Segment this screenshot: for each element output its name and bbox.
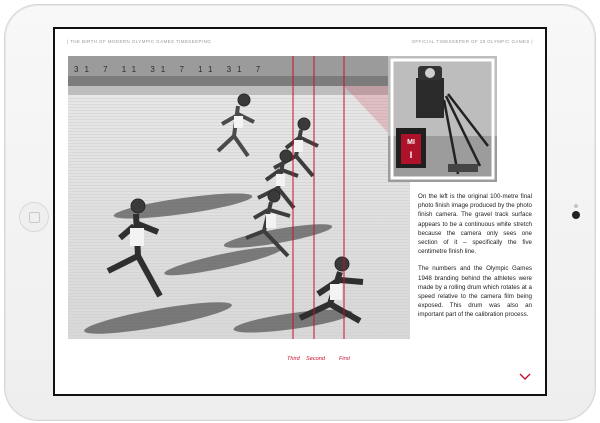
- marker-label-second: Second: [306, 356, 325, 362]
- home-button-icon: [29, 212, 40, 223]
- camera-sign-numeral: I: [409, 150, 413, 160]
- marker-label-first: First: [339, 356, 350, 362]
- article-body: [418, 192, 532, 328]
- article-paragraph-2: The numbers and the Olympic Games 1948 branding behind the athletes were made by a rolling drum which rotates at a speed relative to the camera film being exposed. This drum was also an important part of the calibration process.: [418, 265, 532, 319]
- front-camera: [572, 211, 580, 219]
- article-paragraph-1: On the left is the original 100-metre final photo finish image produced by the photo finish camera. The gravel track surface appears to be a continuous white stretch because the camera only sees one section of it – specifically the five centimetre finish line.: [418, 193, 532, 256]
- sensor-dot: [574, 204, 578, 208]
- drum-numbers: 31 7 11 31 7 11 31 7: [74, 65, 267, 74]
- photo-finish-camera-image: [388, 56, 497, 182]
- marker-label-third: Third: [287, 356, 300, 362]
- section-subtitle: OFFICIAL TIMEKEEPER OF 28 OLYMPIC GAMES |: [411, 39, 533, 44]
- section-title: | THE BIRTH OF MODERN OLYMPIC GAMES TIMEKEEPING: [67, 39, 212, 44]
- camera-sign-letters: MI: [407, 139, 415, 146]
- screen: [53, 27, 547, 396]
- chevron-down-icon[interactable]: [519, 373, 531, 381]
- home-button[interactable]: [19, 202, 49, 232]
- photo-finish-image: [68, 56, 410, 339]
